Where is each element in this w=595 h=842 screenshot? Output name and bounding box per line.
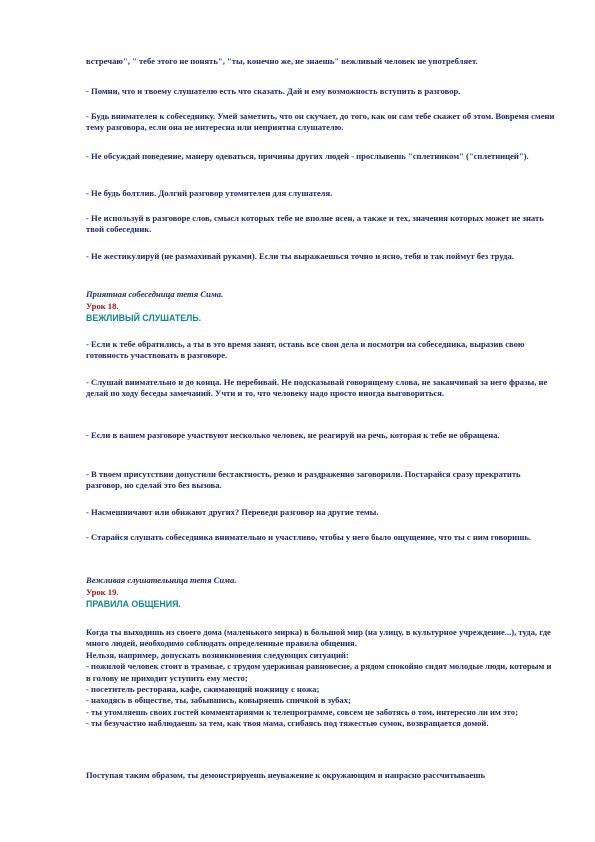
lesson-number: Урок 19. bbox=[86, 587, 119, 597]
paragraph: - Не жестикулируй (не размахивай руками). Если ты выражаешься точно и ясно, тебя и так поймут без труда. bbox=[86, 251, 514, 261]
rules-line: - пожилой человек стоит в трамвае, с трудом удерживая равновесие, а рядом спокойно сидят молодые люди, которым и в голову не приходит уступить ему место; bbox=[86, 661, 552, 683]
rules-block bbox=[86, 627, 558, 730]
paragraph: - Если к тебе обратились, а ты в это время занят, оставь все свои дела и посмотри на собеседника, выразив свою готовность участвовать в разговоре. bbox=[86, 339, 525, 361]
paragraph: - Помни, что и твоему слушателю есть что сказать. Дай и ему возможность вступить в разговор. bbox=[86, 86, 461, 96]
rules-line: - посетитель ресторана, кафе, сжимающий ножницу с ножа; bbox=[86, 684, 320, 695]
paragraph: - Не используй в разговоре слов, смысл которых тебе не вполне ясен, а также и тех, значения которых может не знать твой собеседник. bbox=[86, 213, 544, 235]
rules-line: - ты утомляешь своих гостей комментариями к телепрограмме, совсем не заботясь о том, интересно ли им это; bbox=[86, 706, 518, 717]
paragraph: - Если в вашем разговоре участвуют несколько человек, не реагируй на речь, которая к тебе не обращена. bbox=[86, 430, 500, 440]
paragraph: - Не будь болтлив. Долгий разговор утомителен для слушателя. bbox=[86, 188, 333, 198]
rules-line: Нельзя, например, допускать возникновения следующих ситуаций: bbox=[86, 649, 349, 660]
rules-line: - находясь в обществе, ты, забывшись, ковыряешь спичкой в зубах; bbox=[86, 695, 351, 706]
paragraph: - Будь внимателен к собеседнику. Умей заметить, что он скучает, до того, как он сам тебе скажет об этом. Вовремя смени тему разговора, если она не интересна или неприятна слушателю. bbox=[86, 111, 555, 133]
paragraph: встречаю", " тебе этого не понять", "ты, конечно же, не знаешь" вежливый человек не употребляет. bbox=[86, 56, 478, 66]
paragraph: - В твоем присутствии допустили бестактность, резко и раздраженно заговорили. Постарайся сразу прекратить разговор, но сделай это без вызова. bbox=[86, 469, 521, 491]
section-italic-label: Приятная собеседница тетя Сима. bbox=[86, 289, 224, 299]
section-heading: ПРАВИЛА ОБЩЕНИЯ. bbox=[86, 599, 181, 609]
rules-line: - ты безучастно наблюдаешь за тем, как твоя мама, сгибаясь под тяжестью сумок, возвращается домой. bbox=[86, 718, 489, 729]
rules-line: Когда ты выходишь из своего дома (маленького мирка) в большой мир (на улицу, в культурное учреждение...), туда, где много людей, необходимо соблюдать определенные правила общения. bbox=[86, 627, 551, 649]
paragraph: - Не обсуждай поведение, манеру одеваться, причины других людей - прослывешь "сплетником" ("сплетницей"). bbox=[86, 151, 529, 161]
paragraph: - Насмешничают или обижают других? Переведи разговор на другие темы. bbox=[86, 507, 379, 517]
lesson-number: Урок 18. bbox=[86, 301, 119, 311]
paragraph: - Слушай внимательно и до конца. Не перебивай. Не подсказывай говорящему слова, не заканчивай за него фразы, не делай по ходу беседы замечаний. Учти и то, что человеку надо просто иногда выговориться. bbox=[86, 377, 548, 399]
paragraph: - Старайся слушать собеседника внимательно и участливо, чтобы у него было ощущение, что ты с ним говоришь. bbox=[86, 532, 532, 542]
section-italic-label: Вежливая слушательница тетя Сима. bbox=[86, 575, 237, 585]
section-heading: ВЕЖЛИВЫЙ СЛУШАТЕЛЬ. bbox=[86, 313, 202, 323]
paragraph: Поступая таким образом, ты демонстрируешь неуважение к окружающим и напрасно рассчитываешь bbox=[86, 770, 486, 780]
